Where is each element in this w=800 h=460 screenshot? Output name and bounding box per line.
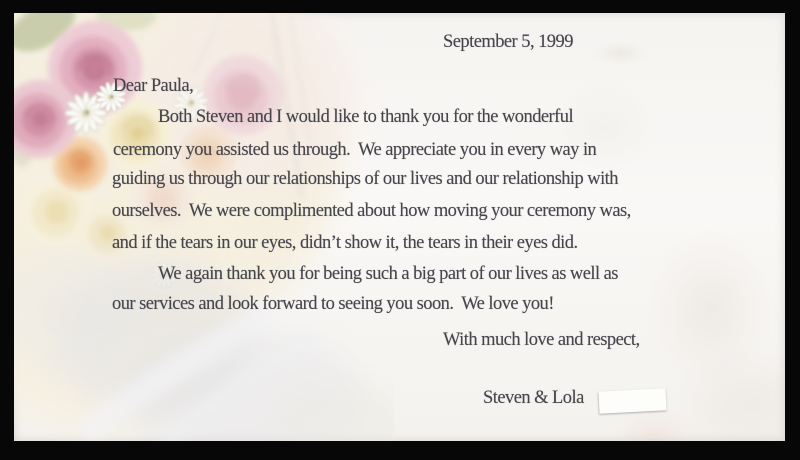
body-line: ceremony you assisted us through. We appreciate you in every way in <box>113 140 597 160</box>
rose-bouquet-art <box>14 13 394 441</box>
letter-closing: With much love and respect, <box>443 330 640 350</box>
letter-signature: Steven & Lola <box>483 388 584 408</box>
redaction-tape <box>598 388 666 413</box>
body-line: our services and look forward to seeing you soon. We love you! <box>112 294 554 314</box>
letter-date: September 5, 1999 <box>443 32 573 52</box>
letter-salutation: Dear Paula, <box>113 76 194 96</box>
body-line: and if the tears in our eyes, didn’t show it, the tears in their eyes did. <box>112 233 578 253</box>
body-line: ourselves. We were complimented about how moving your ceremony was, <box>112 201 631 221</box>
letter-paper <box>14 13 785 441</box>
body-line: Both Steven and I would like to thank you for the wonderful <box>158 107 574 127</box>
body-line: guiding us through our relationships of our lives and our relationship with <box>112 169 618 189</box>
body-line: We again thank you for being such a big part of our lives as well as <box>158 264 618 284</box>
